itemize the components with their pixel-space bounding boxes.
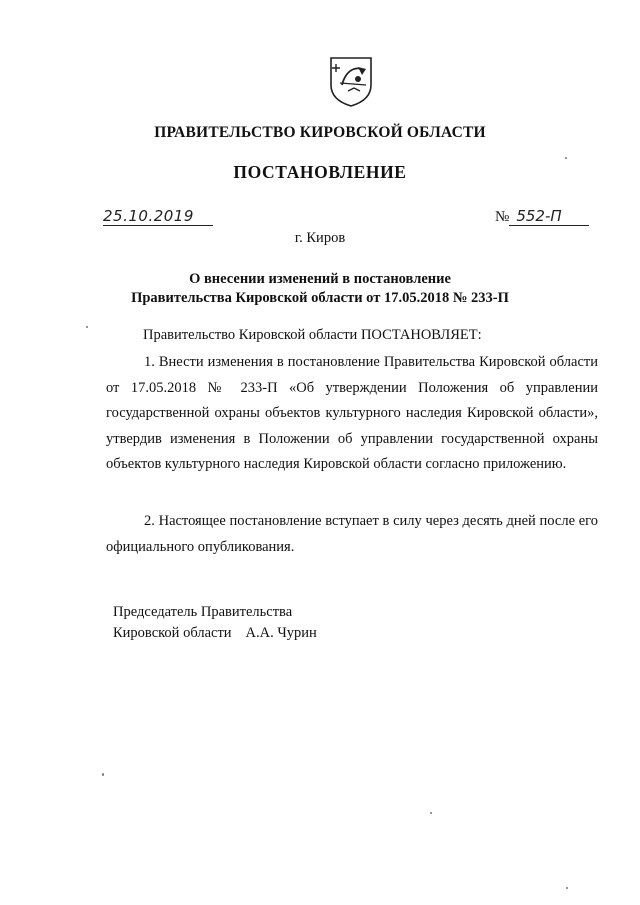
signature-block [113, 602, 317, 644]
scan-speck [565, 157, 567, 159]
number-sign: № [495, 209, 510, 225]
number-underline [509, 225, 589, 226]
date-value: 25.10.2019 [103, 207, 194, 225]
paragraph-2: 2. Настоящее постановление вступает в силу через десять дней после его официального опубликования. [106, 513, 598, 555]
document-date [103, 207, 213, 229]
document-number [495, 207, 590, 229]
paragraph-1: 1. Внести изменения в постановление Правительства Кировской области от 17.05.2018 № 233-П «Об утверждении Положения об управлении государственной охраны объектов культурного наследия Кировской области», утвердив изменения в Положении об управлении государственной охраны объектов культурного наследия Кировской области согласно приложению. [106, 354, 598, 472]
signer-title-line-2 [113, 623, 317, 644]
scan-speck [102, 773, 104, 776]
scan-speck [566, 887, 568, 889]
city-line: г. Киров [294, 230, 346, 246]
signer-region: Кировской области [113, 625, 232, 641]
subject-line-2: Правительства Кировской области от 17.05.2018 № 233-П [131, 290, 509, 306]
number-value: 552-П [516, 207, 562, 225]
document-type-title: ПОСТАНОВЛЕНИЕ [233, 162, 407, 182]
organization-title: ПРАВИТЕЛЬСТВО КИРОВСКОЙ ОБЛАСТИ [154, 124, 486, 141]
scan-speck [430, 812, 432, 814]
scan-speck [86, 326, 88, 328]
subject-line-1: О внесении изменений в постановление [189, 271, 451, 287]
signer-title-line-1: Председатель Правительства [113, 604, 293, 620]
coat-of-arms-icon [328, 55, 374, 107]
date-underline [103, 225, 213, 226]
signer-name: А.А. Чурин [245, 625, 317, 641]
document-subject [80, 270, 560, 308]
resolution-intro: Правительство Кировской области ПОСТАНОВЛЯЕТ: [143, 327, 482, 343]
